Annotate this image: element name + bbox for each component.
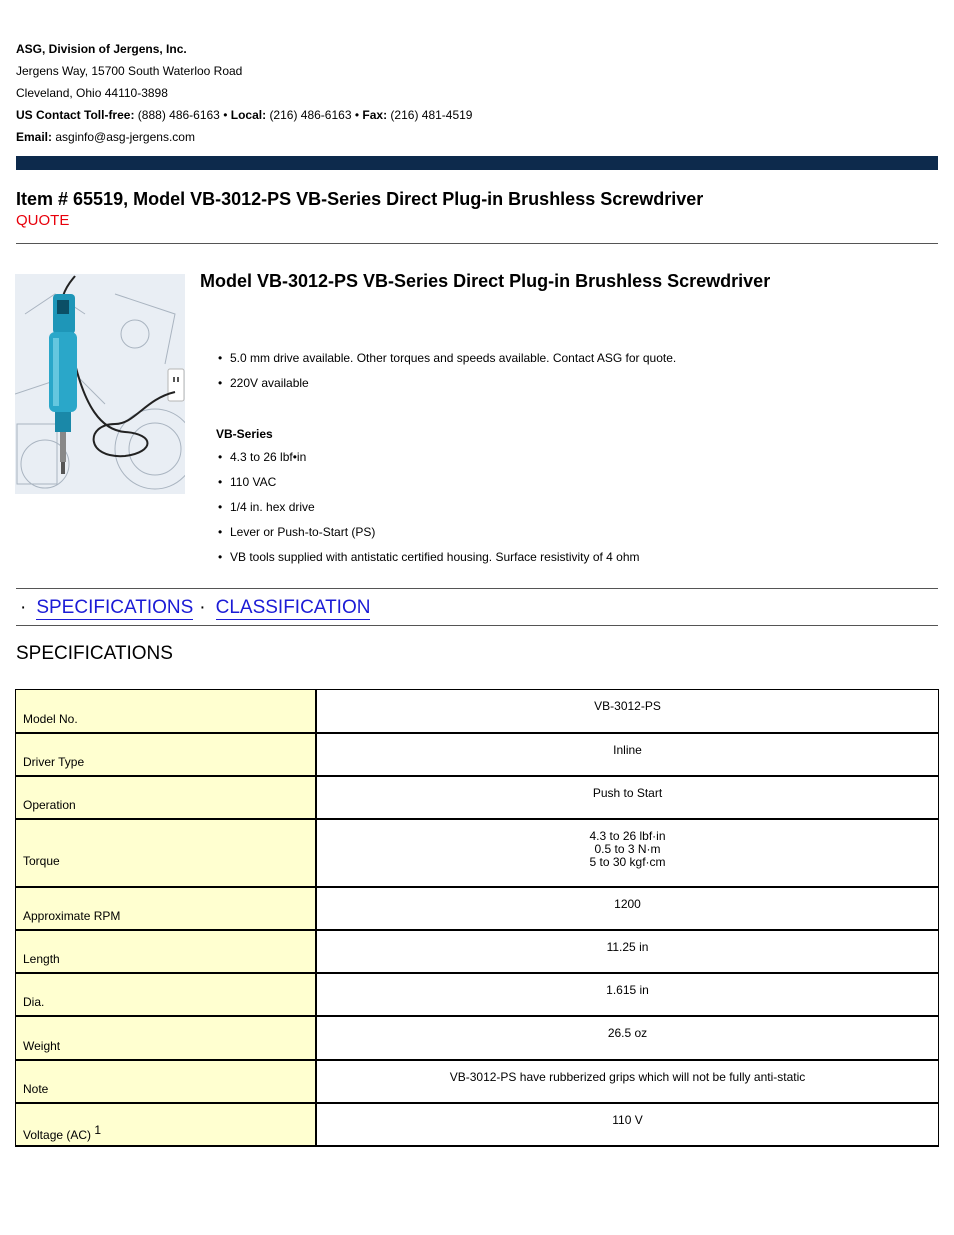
divider: [16, 243, 938, 244]
tollfree-number[interactable]: (888) 486-6163: [137, 108, 220, 122]
list-item: • 5.0 mm drive available. Other torques and speeds available. Contact ASG for quote.: [218, 351, 676, 376]
footnote-marker: 1: [94, 1122, 102, 1137]
divider: [16, 625, 938, 626]
series-feature-list: [218, 450, 640, 575]
section-tabs: [20, 597, 370, 619]
spec-label: Voltage (AC) $^1$: [16, 1103, 317, 1146]
table-row: [16, 690, 939, 733]
spec-label: Weight: [16, 1016, 317, 1060]
table-row: [16, 819, 939, 887]
item-title: Item # 65519, Model VB-3012-PS VB-Series Direct Plug-in Brushless Screwdriver: [16, 189, 704, 209]
list-item: • 110 VAC: [218, 475, 640, 500]
separator: •: [354, 108, 360, 122]
product-image: [15, 274, 185, 494]
spec-label: Approximate RPM: [16, 887, 317, 930]
fax-number: (216) 481-4519: [390, 108, 473, 122]
company-contact: [16, 38, 472, 148]
spec-value: 1200: [316, 887, 939, 930]
list-item: • 220V available: [218, 376, 676, 401]
feature-list: [218, 351, 676, 401]
tab-bullet: ·: [20, 597, 27, 618]
specifications-table: [15, 689, 939, 1147]
table-row: [16, 733, 939, 776]
specifications-heading: SPECIFICATIONS: [16, 643, 173, 664]
table-row: [16, 930, 939, 973]
table-row: [16, 776, 939, 819]
local-label: Local:: [230, 108, 267, 122]
separator: •: [223, 108, 228, 122]
spec-label: Note: [16, 1060, 317, 1103]
email-label: Email:: [16, 130, 53, 144]
table-row: [16, 1103, 939, 1146]
spec-value: 11.25 in: [316, 930, 939, 973]
tab-classification[interactable]: CLASSIFICATION: [215, 597, 371, 618]
divider: [16, 588, 938, 589]
spec-value: VB-3012-PS have rubberized grips which will not be fully anti-static: [316, 1060, 939, 1103]
tab-specifications[interactable]: SPECIFICATIONS: [36, 597, 194, 618]
spec-label: Torque: [16, 819, 317, 887]
company-address-1: Jergens Way, 15700 South Waterloo Road: [16, 64, 243, 78]
table-row: [16, 973, 939, 1016]
spec-value: 26.5 oz: [316, 1016, 939, 1060]
product-title: Model VB-3012-PS VB-Series Direct Plug-in Brushless Screwdriver: [200, 271, 771, 291]
local-number[interactable]: (216) 486-6163: [269, 108, 352, 122]
spec-label: Length: [16, 930, 317, 973]
spec-value: 4.3 to 26 lbf·in 0.5 to 3 N·m 5 to 30 kgf·cm: [316, 819, 939, 887]
spec-value: Push to Start: [316, 776, 939, 819]
spec-value: VB-3012-PS: [316, 690, 939, 733]
list-item: • 4.3 to 26 lbf•in: [218, 450, 640, 475]
spec-value: 110 V: [316, 1103, 939, 1146]
email-line: [16, 126, 472, 148]
spec-label: Driver Type: [16, 733, 317, 776]
list-item: • Lever or Push-to-Start (PS): [218, 525, 640, 550]
list-item: • VB tools supplied with antistatic certified housing. Surface resistivity of 4 ohm: [218, 550, 640, 575]
phone-line: [16, 104, 472, 126]
tollfree-label: US Contact Toll-free:: [16, 108, 135, 122]
spec-label: Dia.: [16, 973, 317, 1016]
tab-bullet: ·: [199, 597, 206, 618]
spec-label: Operation: [16, 776, 317, 819]
spec-label: Model No.: [16, 690, 317, 733]
company-name: ASG, Division of Jergens, Inc.: [16, 42, 187, 56]
company-address-2: Cleveland, Ohio 44110-3898: [16, 86, 168, 100]
header-bar: [16, 156, 938, 170]
table-row: [16, 1016, 939, 1060]
table-row: [16, 887, 939, 930]
spec-value: Inline: [316, 733, 939, 776]
series-heading: VB-Series: [216, 427, 273, 441]
list-item: • 1/4 in. hex drive: [218, 500, 640, 525]
quote-label[interactable]: QUOTE: [16, 212, 70, 229]
spec-value: 1.615 in: [316, 973, 939, 1016]
fax-label: Fax:: [362, 108, 388, 122]
table-row: [16, 1060, 939, 1103]
email-link[interactable]: asginfo@asg-jergens.com: [55, 130, 195, 144]
